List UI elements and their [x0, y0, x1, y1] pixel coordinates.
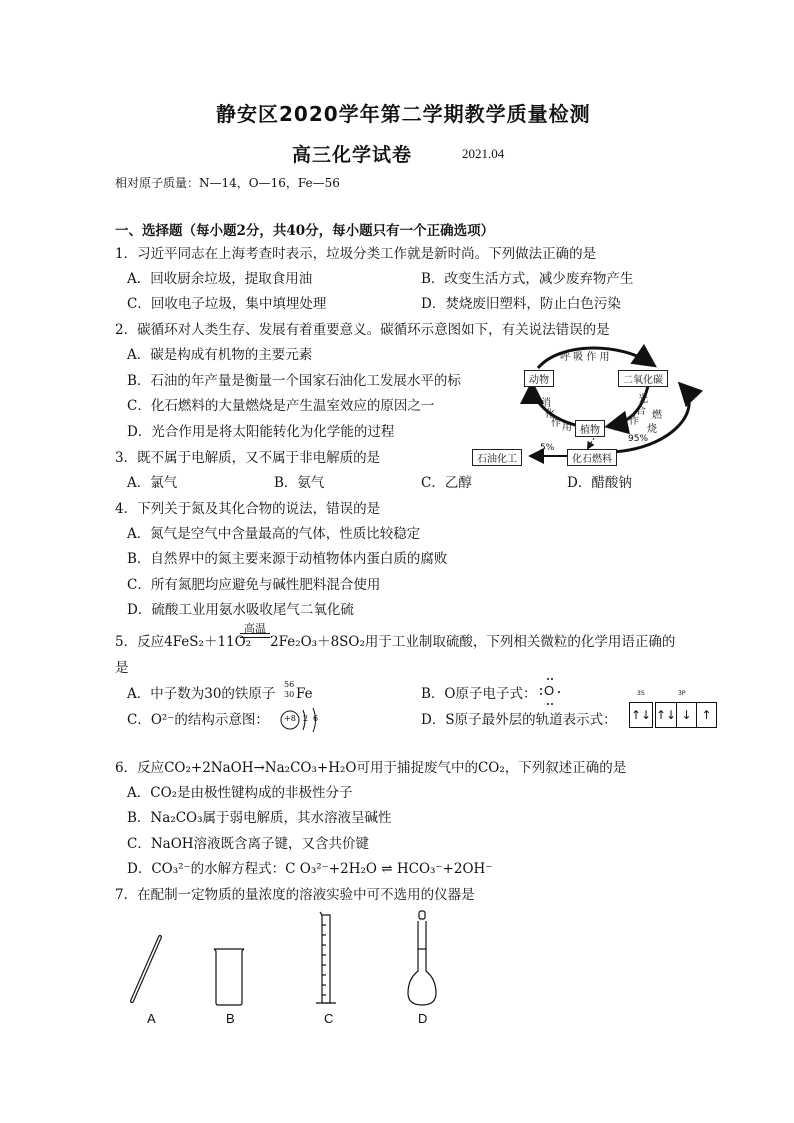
q5-d-3s-label: 3S — [637, 690, 645, 697]
graduated-cylinder-figure — [316, 912, 336, 1003]
q3-option-b: B．氨气 — [274, 475, 325, 491]
label-digestion-3: 作 — [551, 418, 561, 429]
orbital-3p-2: ↓ — [677, 703, 697, 727]
apparatus-label-a: A — [147, 1011, 156, 1026]
q5-a-mass: 56 — [284, 680, 295, 689]
exam-date: 2021.04 — [462, 146, 505, 161]
q5-a-symbol: Fe — [296, 686, 313, 702]
label-photo-3: 作 — [629, 416, 639, 427]
q2-option-a: A．碳是构成有机物的主要元素 — [127, 347, 313, 363]
q5-b-symbol: O — [544, 683, 555, 698]
q5-option-b: B．O原子电子式： — [421, 686, 537, 702]
orbital-3p-group — [655, 702, 717, 728]
q4-stem: 4．下列关于氮及其化合物的说法，错误的是 — [115, 501, 381, 517]
exam-title: 静安区2020学年第二学期教学质量检测 — [216, 102, 591, 126]
q5-option-a: A．中子数为30的铁原子 — [127, 686, 276, 702]
q2-option-c: C．化石燃料的大量燃烧是产生温室效应的原因之一 — [127, 398, 435, 414]
q6-stem: 6．反应CO₂+2NaOH→Na₂CO₃+H₂O可用于捕捉废气中的CO₂，下列叙述正确的是 — [115, 760, 627, 776]
q3-stem: 3．既不属于电解质，又不属于非电解质的是 — [115, 450, 381, 466]
q2-option-b: B．石油的年产量是衡量一个国家石油化工发展水平的标 — [127, 373, 461, 389]
label-photo-4: 用 — [614, 422, 624, 433]
orbital-3s-box: ↑↓ — [629, 702, 653, 728]
q4-option-c: C．所有氮肥均应避免与碱性肥料混合使用 — [127, 577, 381, 593]
q5-c-shell1: 2 — [303, 714, 309, 723]
atomic-mass-note: 相对原子质量：N—14，O—16，Fe—56 — [115, 176, 340, 190]
apparatus-label-d: D — [418, 1011, 428, 1026]
q1-option-b: B．改变生活方式，减少废弃物产生 — [421, 271, 634, 287]
label-digestion-4: 用 — [562, 422, 572, 433]
node-co2: 二氧化碳 — [618, 370, 668, 387]
q5-option-c: C．O²⁻的结构示意图： — [127, 712, 269, 728]
q5-c-nucleus: +8 — [284, 714, 296, 723]
q6-option-a: A．CO₂是由极性键构成的非极性分子 — [127, 785, 353, 801]
q6-option-d: D．CO₃²⁻的水解方程式：C O₃²⁻+2H₂O ⇌ HCO₃⁻+2OH⁻ — [127, 861, 493, 877]
q5-condition: 高温 — [244, 622, 266, 635]
volumetric-flask-figure — [408, 911, 436, 1005]
q2-stem: 2．碳循环对人类生存、发展有着重要意义。碳循环示意图如下，有关说法错误的是 — [115, 322, 610, 338]
q4-option-d: D．硫酸工业用氨水吸收尾气二氧化硫 — [127, 602, 354, 618]
label-digestion-2: 化 — [545, 409, 555, 420]
q5-a-number: 30 — [284, 690, 295, 699]
label-5pct: 5% — [540, 443, 555, 453]
node-petrochemical: 石油化工 — [472, 449, 522, 466]
q1-option-a: A．回收厨余垃圾，提取食用油 — [127, 271, 313, 287]
label-respiration: 呼 吸 作 用 — [560, 352, 610, 363]
q5-option-d: D．S原子最外层的轨道表示式： — [421, 712, 617, 728]
q5-stem-part1: 5．反应4FeS₂＋11O₂ — [115, 634, 252, 650]
q3-option-d: D．醋酸钠 — [567, 475, 632, 491]
q5-equals-sign — [240, 633, 270, 638]
q2-option-d: D．光合作用是将太阳能转化为化学能的过程 — [127, 424, 395, 440]
q1-option-c: C．回收电子垃圾，集中填埋处理 — [127, 296, 327, 312]
electron-dots — [538, 676, 562, 706]
label-photo-1: 光 — [638, 394, 648, 405]
apparatus-label-b: B — [226, 1011, 235, 1026]
q1-stem: 1．习近平同志在上海考查时表示，垃圾分类工作就是新时尚。下列做法正确的是 — [115, 246, 597, 262]
label-95pct: 95% — [628, 434, 649, 444]
node-animal: 动物 — [524, 370, 554, 387]
label-digestion-1: 消 — [541, 398, 551, 409]
q7-stem: 7．在配制一定物质的量浓度的溶液实验中可不选用的仪器是 — [115, 887, 475, 903]
q6-option-b: B．Na₂CO₃属于弱电解质，其水溶液呈碱性 — [127, 810, 392, 826]
q3-option-a: A．氯气 — [127, 475, 178, 491]
apparatus-label-c: C — [324, 1011, 334, 1026]
node-fossil-fuel: 化石燃料 — [567, 449, 617, 466]
q5-stem-line2: 是 — [115, 660, 129, 676]
q1-option-d: D．焚烧废旧塑料，防止白色污染 — [421, 296, 621, 312]
q6-option-c: C．NaOH溶液既含离子键，又含共价键 — [127, 836, 370, 852]
apparatus-figures — [110, 905, 460, 1025]
label-burn-1: 燃 — [652, 410, 662, 421]
q4-option-a: A．氮气是空气中含量最高的气体，性质比较稳定 — [127, 526, 421, 542]
section-heading: 一、选择题（每小题2分，共40分，每小题只有一个正确选项） — [115, 223, 495, 239]
q5-c-shell2: 6 — [313, 714, 319, 723]
q3-option-c: C．乙醇 — [421, 475, 472, 491]
q5-d-3p-label: 3P — [678, 690, 686, 697]
node-plant: 植物 — [575, 420, 605, 437]
label-photo-2: 合 — [636, 406, 646, 417]
beaker-figure — [214, 949, 244, 1005]
orbital-3p-1: ↑↓ — [656, 703, 677, 727]
exam-subtitle: 高三化学试卷 — [292, 144, 413, 166]
glass-rod-figure — [132, 937, 160, 1001]
q4-option-b: B．自然界中的氮主要来源于动植物体内蛋白质的腐败 — [127, 551, 448, 567]
label-burn-2: 烧 — [647, 424, 657, 435]
q5-stem-part2: 2Fe₂O₃＋8SO₂用于工业制取硫酸，下列相关微粒的化学用语正确的 — [270, 634, 676, 650]
orbital-3p-3: ↑ — [701, 708, 712, 722]
